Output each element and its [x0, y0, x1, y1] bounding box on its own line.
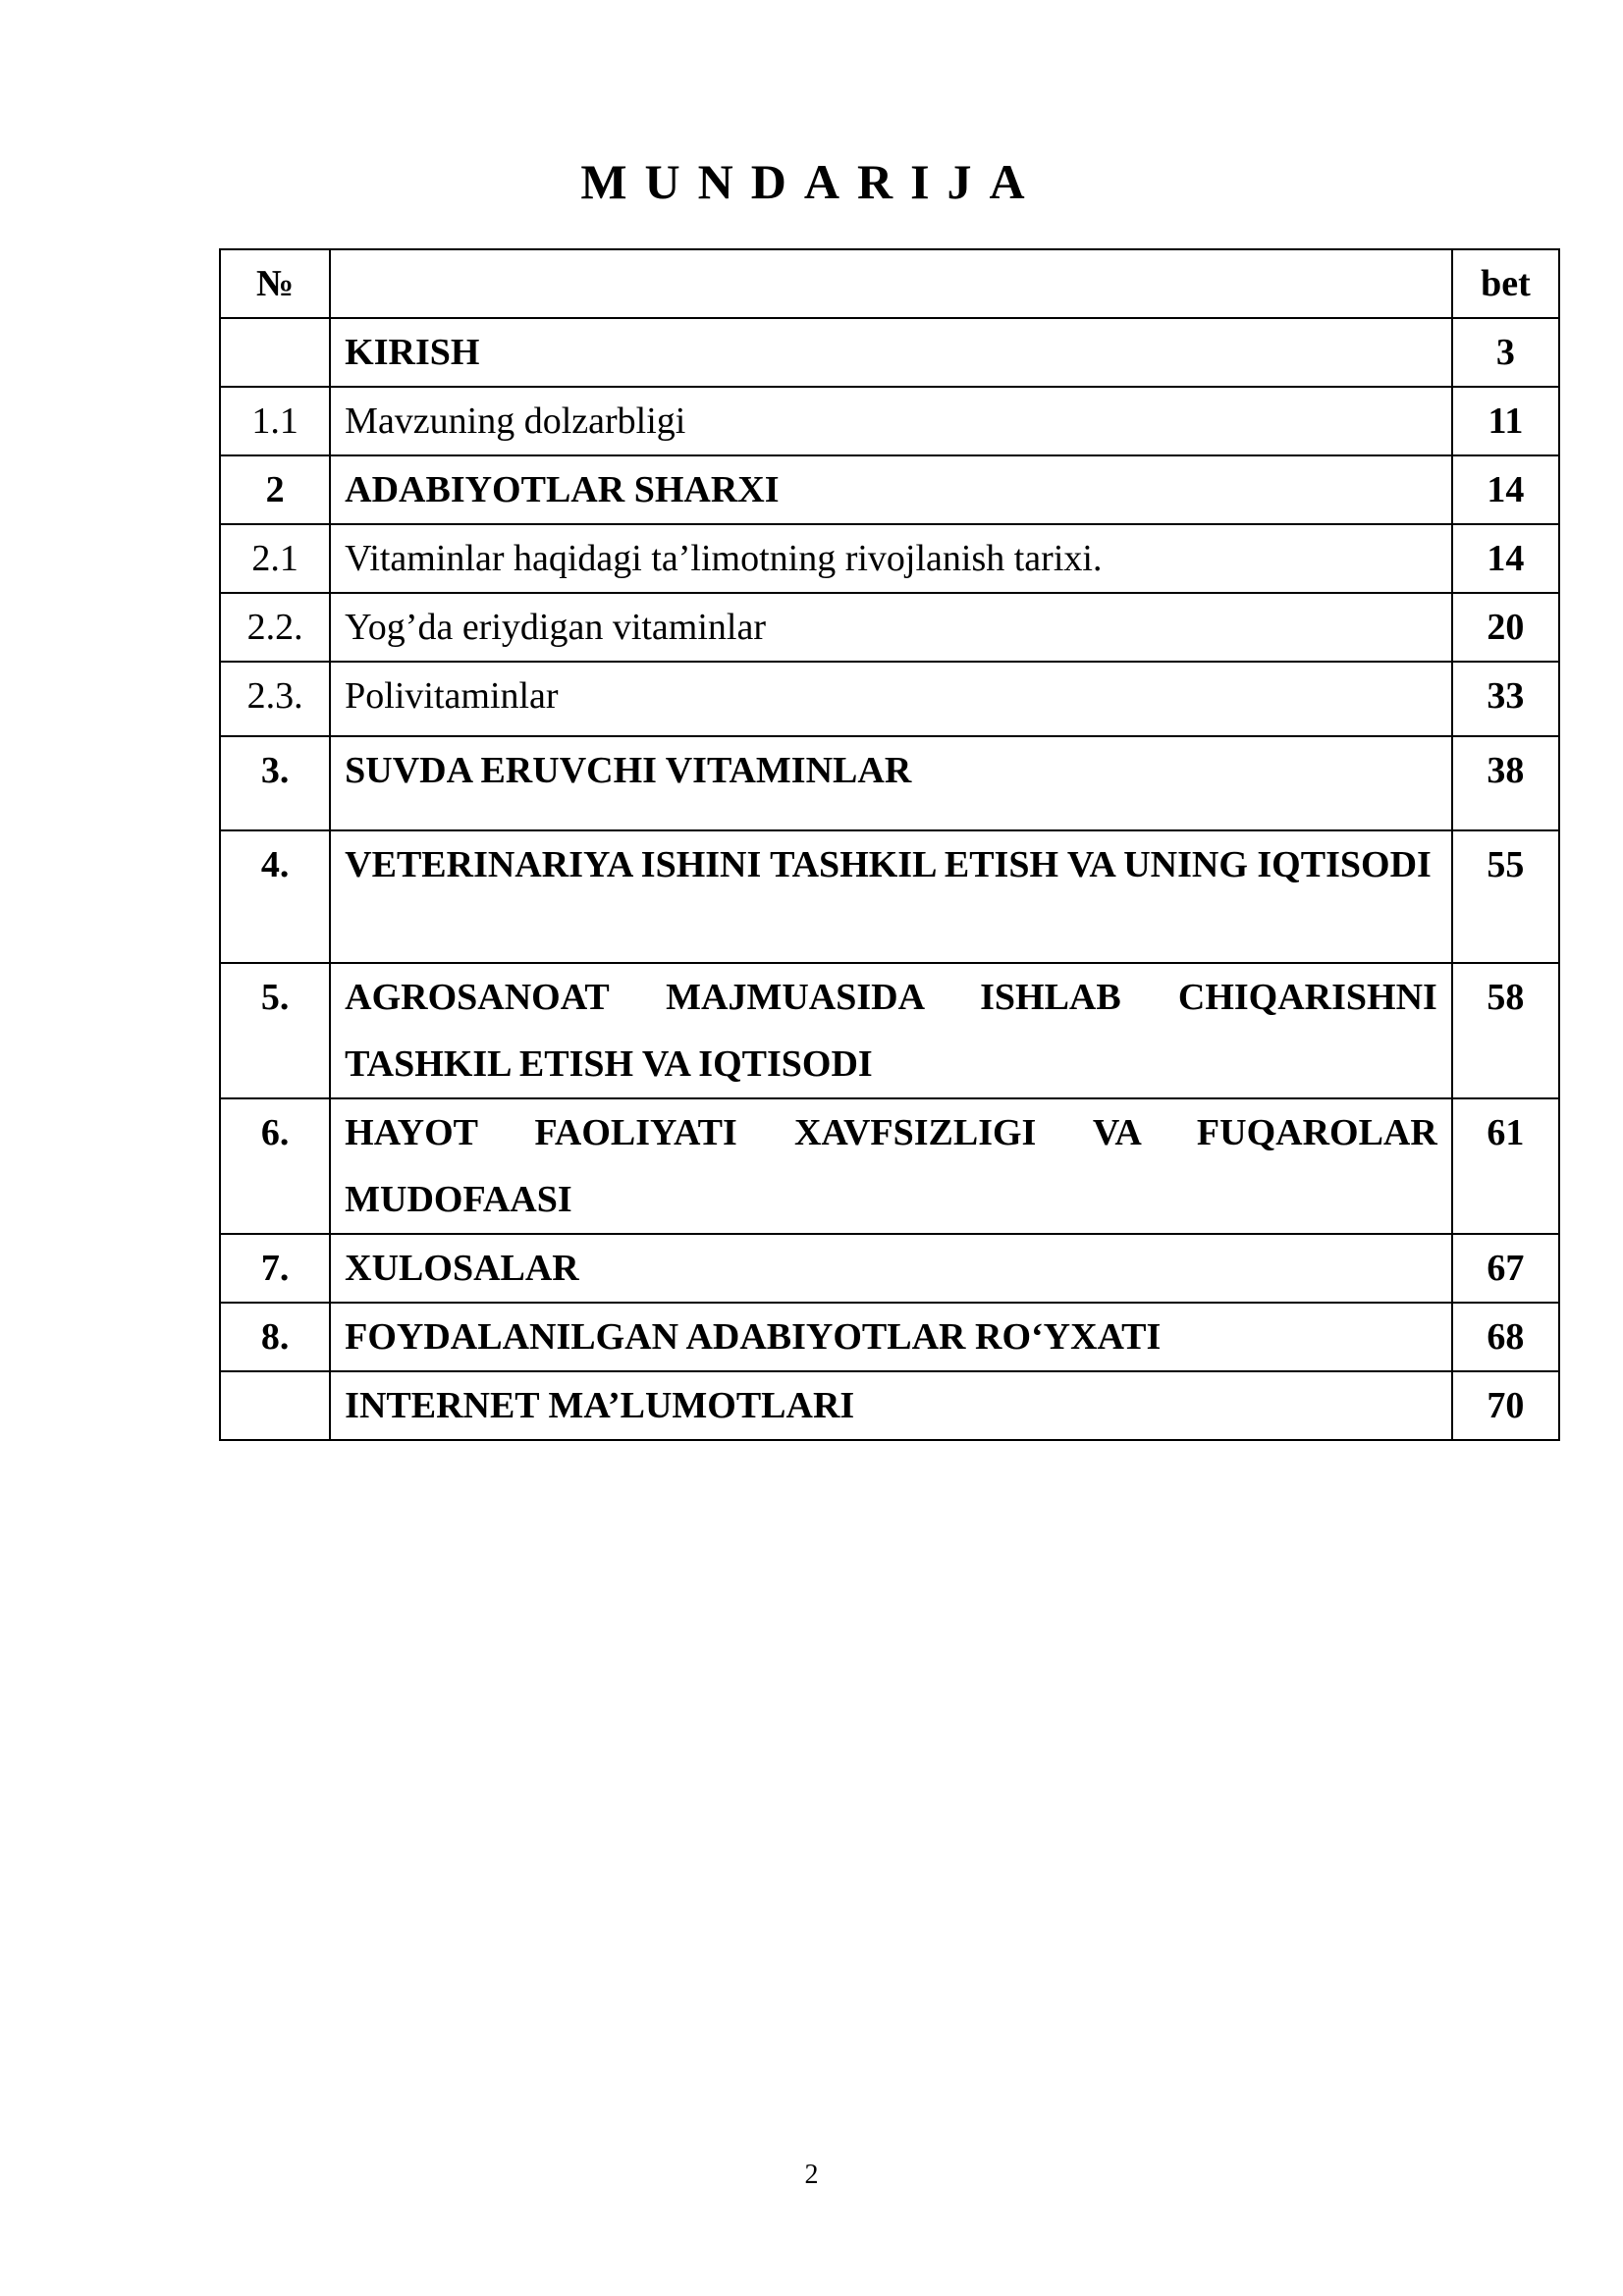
toc-row-title: INTERNET MA’LUMOTLARI — [330, 1371, 1452, 1440]
toc-row-page: 38 — [1452, 736, 1559, 830]
table-row — [220, 455, 1559, 524]
table-row — [220, 662, 1559, 736]
toc-row-num: 5. — [220, 963, 330, 1098]
toc-row-page: 3 — [1452, 318, 1559, 387]
toc-row-num: 7. — [220, 1234, 330, 1303]
toc-row-title: Vitaminlar haqidagi ta’limotning rivojlanish tarixi. — [330, 524, 1452, 593]
toc-row-title: Polivitaminlar — [330, 662, 1452, 736]
table-row — [220, 1303, 1559, 1371]
toc-row-num: 6. — [220, 1098, 330, 1234]
toc-row-num: 2.1 — [220, 524, 330, 593]
toc-row-title: XULOSALAR — [330, 1234, 1452, 1303]
page-title: MUNDARIJA — [580, 154, 1043, 209]
toc-header-page: bet — [1452, 249, 1559, 318]
toc-row-page: 11 — [1452, 387, 1559, 455]
toc-row-num: 8. — [220, 1303, 330, 1371]
toc-row-num: 4. — [220, 830, 330, 963]
table-row — [220, 830, 1559, 963]
toc-row-page: 14 — [1452, 524, 1559, 593]
toc-row-page: 70 — [1452, 1371, 1559, 1440]
table-row — [220, 524, 1559, 593]
table-row — [220, 736, 1559, 830]
table-row — [220, 1371, 1559, 1440]
toc-row-page: 55 — [1452, 830, 1559, 963]
table-row — [220, 593, 1559, 662]
toc-row-title: ADABIYOTLAR SHARXI — [330, 455, 1452, 524]
toc-row-title: AGROSANOAT MAJMUASIDA ISHLAB CHIQARISHNI TASHKIL ETISH VA IQTISODI — [330, 963, 1452, 1098]
toc-row-title: HAYOT FAOLIYATI XAVFSIZLIGI VA FUQAROLAR MUDOFAASI — [330, 1098, 1452, 1234]
toc-row-page: 20 — [1452, 593, 1559, 662]
table-row — [220, 318, 1559, 387]
table-row — [220, 1234, 1559, 1303]
toc-row-page: 67 — [1452, 1234, 1559, 1303]
page-number: 2 — [804, 2160, 819, 2190]
toc-header-title — [330, 249, 1452, 318]
toc-row-title: VETERINARIYA ISHINI TASHKIL ETISH VA UNING IQTISODI — [330, 830, 1452, 963]
table-row — [220, 1098, 1559, 1234]
table-row — [220, 963, 1559, 1098]
toc-row-page: 14 — [1452, 455, 1559, 524]
toc-row-title: Yog’da eriydigan vitaminlar — [330, 593, 1452, 662]
toc-row-page: 58 — [1452, 963, 1559, 1098]
toc-row-title: KIRISH — [330, 318, 1452, 387]
toc-row-num: 2.2. — [220, 593, 330, 662]
toc-row-num — [220, 1371, 330, 1440]
toc-row-num: 3. — [220, 736, 330, 830]
toc-row-num — [220, 318, 330, 387]
toc-row-num: 2 — [220, 455, 330, 524]
toc-row-num: 1.1 — [220, 387, 330, 455]
toc-row-title: Mavzuning dolzarbligi — [330, 387, 1452, 455]
toc-row-page: 68 — [1452, 1303, 1559, 1371]
toc-header-row — [220, 249, 1559, 318]
table-of-contents — [219, 248, 1560, 1441]
toc-row-page: 33 — [1452, 662, 1559, 736]
toc-header-num: № — [220, 249, 330, 318]
toc-row-title: SUVDA ERUVCHI VITAMINLAR — [330, 736, 1452, 830]
toc-row-page: 61 — [1452, 1098, 1559, 1234]
toc-row-title: FOYDALANILGAN ADABIYOTLAR RO‘YXATI — [330, 1303, 1452, 1371]
table-row — [220, 387, 1559, 455]
toc-row-num: 2.3. — [220, 662, 330, 736]
